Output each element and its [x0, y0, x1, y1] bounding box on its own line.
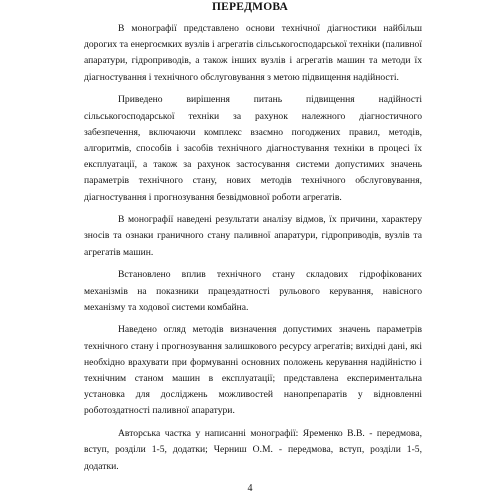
paragraph-authors-contribution: Авторська частка у написанні монографії: Яременко В.В. - передмова, вступ, розділи 1-5, додатки; Черниш О.М. - передмова, вступ, розділи 1-5, додатки.	[84, 428, 422, 472]
paragraph-failure-analysis: В монографії наведені результати аналізу відмов, їх причини, характеру зносів та ознаки граничного стану паливної апаратури, гідроприводів, вузлів та агрегатів машин.	[84, 214, 422, 258]
page-number: 4	[247, 483, 253, 494]
body-text	[84, 21, 422, 481]
paragraph-hydraulic-influence: Встановлено вплив технічного стану складових гідрофікованих механізмів на показники працездатності рульового керування, навісного механізму та ходової системи комбайна.	[84, 269, 422, 313]
paragraph-overview: В монографії представлено основи технічної діагностики найбільш дорогих та енергоємких вузлів і агрегатів сільськогосподарської техніки (паливної апаратури, гідроприводів, а також інших вузлів і агрегатів машин та методи їх діагностування і технічного обслуговування з метою підвищення надійності.	[84, 23, 422, 83]
paragraph-methods-review: Наведено огляд методів визначення допустимих значень параметрів технічного стану і прогнозування залишкового ресурсу агрегатів; вихідні дані, які необхідно врахувати при формуванні основних положень керування надійністю і технічним станом машин в експлуатації; представлена експериментальна установка для досліджень можливостей нанопрепаратів у відновленні роботоздатності паливної апаратури.	[84, 324, 422, 417]
page-title: ПЕРЕДМОВА	[211, 1, 289, 13]
paragraph-reliability: Приведено вирішення питань підвищення надійності сільськогосподарської техніки за рахунок належного діагностичного забезпечення, включаючи комплекс взаємно погоджених правил, методів, алгоритмів, способів і засобів технічного діагностування техніки в процесі їх експлуатації, а також за рахунок застосування системи допустимих значень параметрів технічного стану, нових методів технічного обслуговування, діагностування і прогнозування безвідмовної роботи агрегатів.	[84, 94, 422, 203]
